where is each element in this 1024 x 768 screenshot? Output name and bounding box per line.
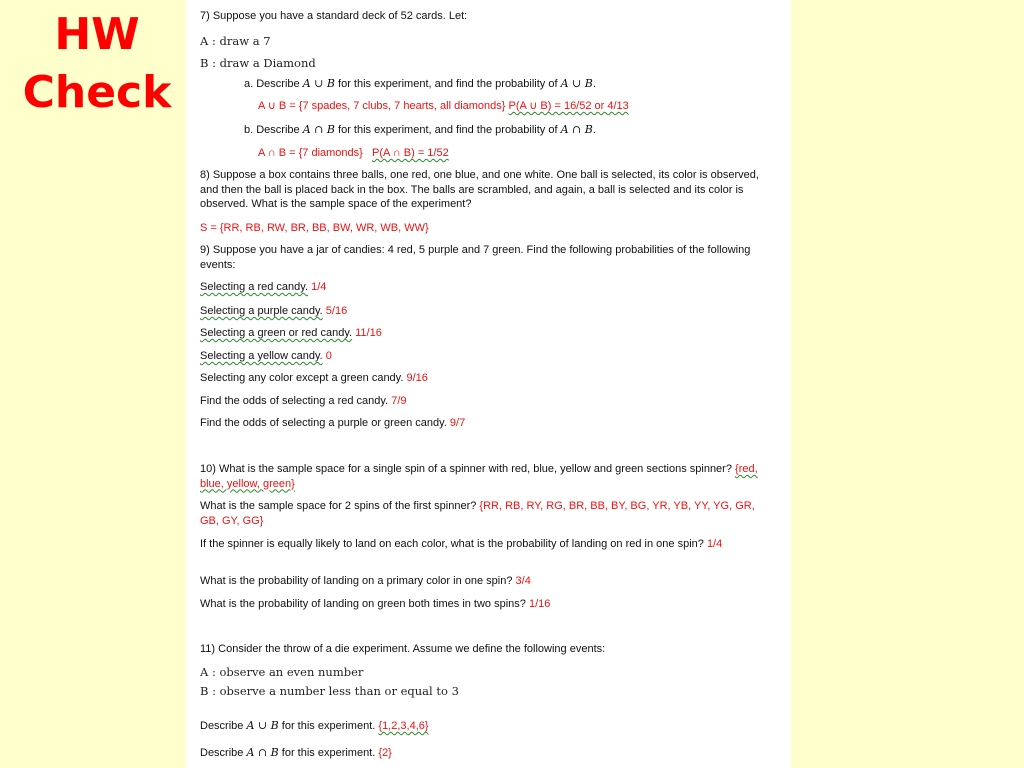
q9-item-question: Selecting a yellow candy. [200,350,323,362]
q7b-mid: for this experiment, and find the probability of [338,124,558,136]
q11-part-2-prefix: Describe [200,747,244,759]
q9-item-answer: 0 [325,350,332,362]
q9-item-question: Selecting a red candy. [200,281,309,293]
q11-part-2-answer: {2} [378,747,392,759]
q9-item-question: Selecting a purple candy. [200,305,323,317]
q7b-answer [258,146,775,161]
q9-item [200,349,775,364]
q7-event-b: B : draw a Diamond [200,56,316,70]
slide-title-line-1: HW [54,9,140,60]
q10-prompt [200,462,775,491]
q11-event-b: B : observe a number less than or equal to 3 [200,684,459,698]
slide-title-line-2: Check [22,67,172,118]
q11-prompt: 11) Consider the throw of a die experiment. Assume we define the following events: [200,643,606,655]
q9-item-question: Selecting any color except a green candy. [200,372,404,384]
q9-item-answer: 9/16 [406,372,428,384]
q10-part-4-answer: 3/4 [515,575,531,587]
q10-part-5-answer: 1/16 [528,598,551,610]
q8-answer: S = {RR, RB, RW, BR, BB, BW, WR, WB, WW} [200,222,429,234]
q9-item-answer: 9/7 [449,417,466,429]
q7a-mid: for this experiment, and find the probability of [338,78,558,90]
q7a-answer-probability: P(A ∪ B) = 16/52 or 4/13 [508,100,629,112]
q9-item [200,326,775,341]
q9-item [200,416,775,431]
q9-item-answer: 1/4 [311,281,327,293]
q7a-symbol: A ∪ B [302,77,335,90]
q9-item [200,371,775,386]
q7b-prefix: b. Describe [244,124,300,136]
q7a-answer-set: A ∪ B = {7 spades, 7 clubs, 7 hearts, all diamonds} [258,100,506,112]
q7b-symbol-end: A ∩ B [560,123,593,136]
q9-item-answer: 11/16 [355,327,382,339]
q11-part-1-prefix: Describe [200,720,244,732]
q10-part-4-question: What is the probability of landing on a primary color in one spin? [200,575,513,587]
q7a-prompt: a. Describe A ∪ B for this experiment, and find the probability of A ∪ B. [244,77,596,90]
q10-part-4 [200,574,775,589]
q7b-symbol: A ∩ B [302,123,335,136]
q9-item-question: Find the odds of selecting a purple or green candy. [200,417,447,429]
q7-event-a: A : draw a 7 [200,34,271,48]
q11-part-1 [200,719,775,734]
q10-part-3-answer: 1/4 [706,538,723,550]
q7a-prefix: a. Describe [244,78,300,90]
q7a-symbol-end: A ∪ B [560,77,593,90]
q10-part-3 [200,537,775,552]
q10-part-3-question: If the spinner is equally likely to land on each color, what is the probability of landing on red in one spin? [200,538,704,550]
slide-title [12,6,182,122]
q7b-prompt: b. Describe A ∩ B for this experiment, and find the probability of A ∩ B. [244,123,596,136]
q9-item-answer: 7/9 [391,395,407,407]
q11-part-2-symbol: A ∩ B [246,746,279,759]
q11-part-2 [200,746,775,761]
q7b-answer-probability: P(A ∩ B) = 1/52 [372,147,449,159]
q7-prompt: 7) Suppose you have a standard deck of 52 cards. Let: [200,10,468,22]
q11-part-2-suffix: for this experiment. [281,747,376,759]
q8-prompt: 8) Suppose a box contains three balls, one red, one blue, and one white. One ball is selected, its color is observed, and then the ball is placed back in the box. The balls are scrambled, and again, a ball is selected and its color is observed. What is the sample space of the experiment? [200,169,759,210]
q10-part-2-question: What is the sample space for 2 spins of the first spinner? [200,500,477,512]
q10-part-5 [200,597,775,612]
q11-part-1-suffix: for this experiment. [281,720,376,732]
q10-answer: {red, blue, yellow, green} [200,463,758,490]
q10-part-2 [200,499,775,528]
q10-part-2-answer: {RR, RB, RY, RG, BR, BB, BY, BG, YR, YB, YY, YG, GR, GB, GY, GG} [200,500,755,527]
q9-item [200,394,775,409]
q10-part-5-question: What is the probability of landing on green both times in two spins? [200,598,526,610]
q9-item [200,304,775,319]
q7b-answer-set: A ∩ B = {7 diamonds} [258,147,363,159]
q10-question: 10) What is the sample space for a single spin of a spinner with red, blue, yellow and green sections spinner? [200,463,732,475]
homework-page [186,0,791,768]
q11-event-a: A : observe an even number [200,665,364,679]
q7a-answer [258,99,775,114]
q9-item [200,280,775,295]
q9-item-answer: 5/16 [325,305,348,317]
q11-part-1-answer: {1,2,3,4,6} [378,720,429,732]
q11-part-1-symbol: A ∪ B [246,719,279,732]
q9-prompt: 9) Suppose you have a jar of candies: 4 red, 5 purple and 7 green. Find the following probabilities of the following events: [200,244,751,271]
q9-item-question: Selecting a green or red candy. [200,327,353,339]
q9-item-question: Find the odds of selecting a red candy. [200,395,389,407]
